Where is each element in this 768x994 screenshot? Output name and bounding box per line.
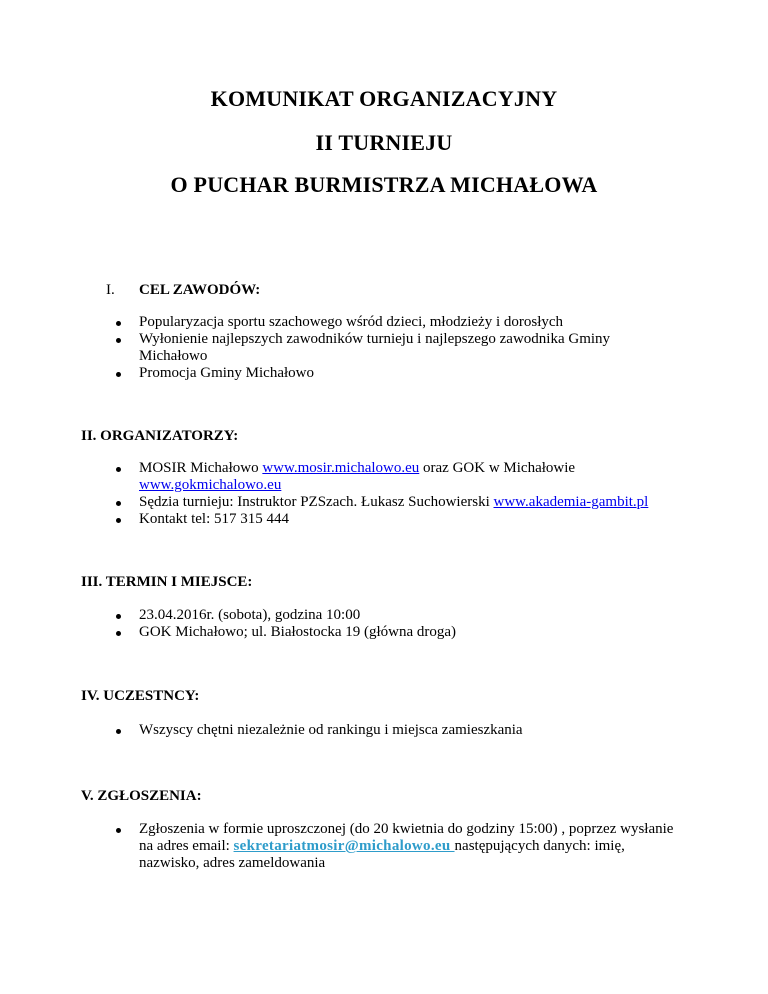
list-item: Wyłonienie najlepszych zawodników turnieju i najlepszego zawodnika Gminy Michałowo — [114, 331, 674, 365]
section-2-list — [114, 460, 674, 528]
title-line-2: II TURNIEJU — [315, 130, 453, 155]
list-item: Popularyzacja sportu szachowego wśród dzieci, młodzieży i dorosłych — [114, 314, 674, 331]
gok-link[interactable]: www.gokmichalowo.eu — [139, 477, 282, 493]
bullet-icon — [116, 372, 121, 377]
email-link[interactable]: sekretariatmosir@michalowo.eu — [233, 838, 455, 854]
mosir-link[interactable]: www.mosir.michalowo.eu — [262, 460, 420, 476]
section-2-heading: II. ORGANIZATORZY: — [81, 428, 239, 444]
list-item: Kontakt tel: 517 315 444 — [114, 511, 674, 528]
section-4-list — [114, 722, 674, 739]
list-item: 23.04.2016r. (sobota), godzina 10:00 — [114, 607, 674, 624]
bullet-icon — [116, 321, 121, 326]
list-item: Zgłoszenia w formie uproszczonej (do 20 kwietnia do godziny 15:00) , poprzez wysłanie na adres email: sekretariatmosir@michalowo.eu następujących danych: imię, nazwisko, adres zameldowania — [114, 821, 674, 872]
section-1-heading: CEL ZAWODÓW: — [139, 282, 261, 298]
bullet-icon — [116, 631, 121, 636]
section-1-number: I. — [106, 282, 115, 298]
section-3-heading: III. TERMIN I MIEJSCE: — [81, 574, 253, 590]
bullet-icon — [116, 338, 121, 343]
list-item: GOK Michałowo; ul. Białostocka 19 (główna droga) — [114, 624, 674, 641]
title-line-3: O PUCHAR BURMISTRZA MICHAŁOWA — [170, 172, 598, 197]
section-3-list — [114, 607, 674, 641]
bullet-icon — [116, 614, 121, 619]
bullet-icon — [116, 501, 121, 506]
section-5-list — [114, 821, 674, 872]
section-5-heading: V. ZGŁOSZENIA: — [81, 788, 202, 804]
list-item: Promocja Gminy Michałowo — [114, 365, 674, 382]
list-item: Sędzia turnieju: Instruktor PZSzach. Łukasz Suchowierski www.akademia-gambit.pl — [114, 494, 674, 511]
list-item: Wszyscy chętni niezależnie od rankingu i miejsca zamieszkania — [114, 722, 674, 739]
section-4-heading: IV. UCZESTNCY: — [81, 688, 200, 704]
akademia-gambit-link[interactable]: www.akademia-gambit.pl — [493, 494, 649, 510]
bullet-icon — [116, 828, 121, 833]
bullet-icon — [116, 729, 121, 734]
list-item: MOSIR Michałowo www.mosir.michalowo.eu oraz GOK w Michałowie www.gokmichalowo.eu — [114, 460, 674, 494]
title-line-1: KOMUNIKAT ORGANIZACYJNY — [210, 86, 558, 111]
section-1-list — [114, 314, 674, 382]
bullet-icon — [116, 467, 121, 472]
bullet-icon — [116, 518, 121, 523]
